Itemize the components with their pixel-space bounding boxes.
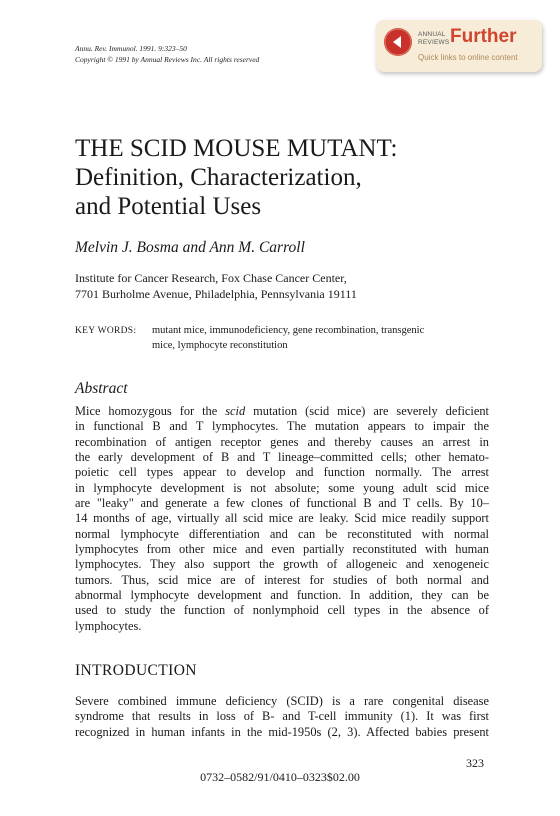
abstract-line: tumors. Thus, scid mice are of interest for studies of both normal and: [75, 572, 489, 587]
introduction-heading: INTRODUCTION: [75, 662, 197, 679]
abstract-line: recombination of antigen receptor genes and thereby causes an arrest in: [75, 434, 489, 449]
arrow-circle-icon: [384, 28, 412, 56]
further-title: Further: [450, 26, 517, 47]
further-badge[interactable]: [376, 20, 542, 72]
introduction-line: syndrome that results in loss of B- and T-cell immunity (1). It was first: [75, 709, 489, 724]
introduction-body: [75, 694, 489, 740]
abstract-line: 14 months of age, virtually all scid mice are leaky. Scid mice readily support: [75, 511, 489, 526]
abstract-line: the early development of B and T lineage–committed cells; other hemato-: [75, 450, 489, 465]
abstract-heading: Abstract: [75, 380, 128, 397]
article-code: 0732–0582/91/0410–0323$02.00: [200, 770, 360, 784]
article-authors: Melvin J. Bosma and Ann M. Carroll: [75, 239, 305, 256]
journal-citation: Annu. Rev. Immunol. 1991. 9:323–50: [75, 44, 187, 53]
journal-header: [75, 43, 259, 65]
key-words-label: KEY WORDS:: [75, 326, 137, 336]
abstract-line: used to study the function of nonlymphoid cell types in the absence of: [75, 603, 489, 618]
abstract-line: lymphocytes from other mice and even partially reconstituted with human: [75, 542, 489, 557]
title-line: and Potential Uses: [75, 193, 262, 220]
title-line: THE SCID MOUSE MUTANT:: [75, 135, 398, 162]
abstract-line: in functional B and T lymphocytes. The mutation appears to impair the: [75, 419, 489, 434]
abstract-line: are "leaky" and generate a few clones of functional B and T cells. By 10–: [75, 496, 489, 511]
journal-copyright: Copyright © 1991 by Annual Reviews Inc. All rights reserved: [75, 55, 260, 64]
article-title: [75, 134, 515, 221]
abstract-line: lymphocytes. They also support the growth of allogeneic and xenogeneic: [75, 557, 489, 572]
key-words-text: mutant mice, immunodeficiency, gene recombination, transgenic mice, lymphocyte reconstitution: [152, 325, 425, 351]
further-subtitle: Quick links to online content: [418, 53, 518, 62]
introduction-line: Severe combined immune deficiency (SCID) is a rare congenital disease: [75, 694, 489, 708]
introduction-line: recognized in human infants in the mid-1950s (2, 3). Affected babies present: [75, 724, 489, 739]
annual-reviews-label: ANNUAL REVIEWS: [418, 31, 450, 46]
abstract-body: [75, 404, 489, 634]
abstract-line: Mice homozygous for the scid mutation (scid mice) are severely deficient: [75, 404, 489, 418]
abstract-line: poietic cell types appear to develop and function normally. The arrest: [75, 465, 489, 480]
abstract-line: in lymphocyte development is not absolute; some young adult scid mice: [75, 480, 489, 495]
abstract-line: normal lymphocyte differentiation and can be reconstituted with normal: [75, 526, 489, 541]
page-number: 323: [466, 756, 484, 770]
title-line: Definition, Characterization,: [75, 164, 362, 191]
abstract-line: lymphocytes.: [75, 618, 142, 633]
abstract-line: abnormal lymphocyte development and function. In addition, they can be: [75, 588, 489, 603]
author-affiliation: Institute for Cancer Research, Fox Chase Cancer Center, 7701 Burholme Avenue, Philadelphia, Pennsylvania 19111: [75, 271, 357, 301]
